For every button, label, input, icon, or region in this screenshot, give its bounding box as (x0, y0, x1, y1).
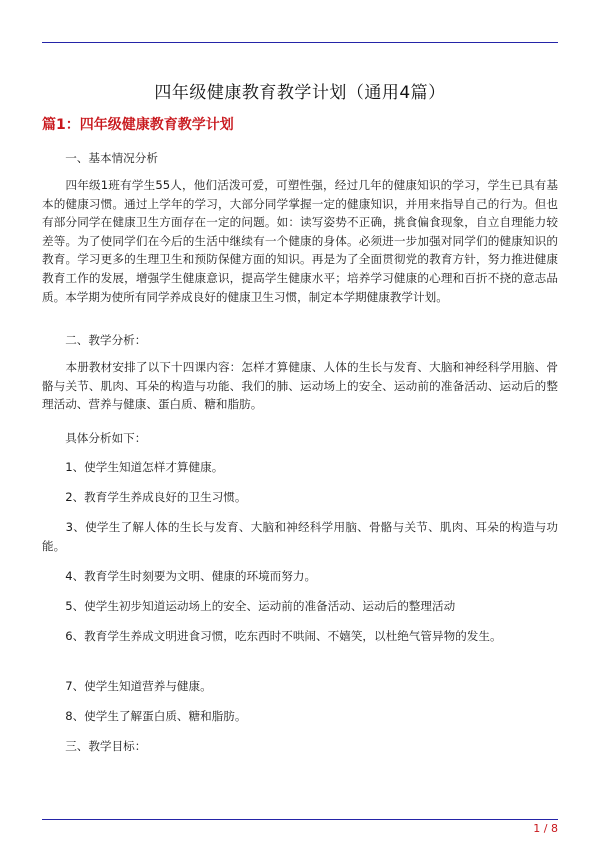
list-item-8: 8、使学生了解蛋白质、糖和脂肪。 (42, 709, 247, 723)
list-item-3: 3、使学生了解人体的生长与发育、大脑和神经科学用脑、骨骼与关节、肌肉、耳朵的构造与功能。 (42, 520, 558, 553)
paragraph-textbook-content: 本册教材安排了以下十四课内容：怎样才算健康、人体的生长与发育、大脑和神经科学用脑、骨骼与关节、肌肉、耳朵的构造与功能、我们的肺、运动场上的安全、运动前的准备活动、运动后的整理活动、营养与健康、蛋白质、糖和脂肪。 (42, 360, 558, 412)
header-rule (42, 42, 558, 43)
list-item-6: 6、教育学生养成文明进食习惯，吃东西时不哄闹、不嬉笑，以杜绝气管异物的发生。 (42, 629, 502, 643)
footer-rule (42, 819, 558, 820)
page-indicator: 1 / 8 (533, 822, 558, 835)
paragraph-heading-3: 三、教学目标： (42, 739, 147, 753)
paragraph-heading-2: 二、教学分析： (42, 333, 147, 347)
paragraph-basic-analysis: 四年级1班有学生55人，他们活泼可爱，可塑性强，经过几年的健康知识的学习，学生已具有基本的健康习惯。通过上学年的学习，大部分同学掌握一定的健康知识，并用来指导自己的行为。但也有部分同学在健康卫生方面存在一定的问题。如：读写姿势不正确，挑食偏食现象，自立自理能力较差等。为了使同学们在今后的生活中继续有一个健康的身体。必须进一步加强对同学们的健康知识的教育。学习更多的生理卫生和预防保健方面的知识。再是为了全面贯彻党的教育方针，努力推进健康教育工作的发展，增强学生健康意识，提高学生健康水平；培养学习健康的心理和百折不挠的意志品质。本学期为使所有同学养成良好的健康卫生习惯，制定本学期健康教学计划。 (42, 178, 558, 304)
list-item-1: 1、使学生知道怎样才算健康。 (42, 460, 224, 474)
section-title: 篇1：四年级健康教育教学计划 (42, 117, 234, 133)
paragraph-detail-intro: 具体分析如下： (42, 431, 147, 445)
list-item-2: 2、教育学生养成良好的卫生习惯。 (42, 490, 247, 504)
list-item-7: 7、使学生知道营养与健康。 (42, 679, 212, 693)
list-item-4: 4、教育学生时刻要为文明、健康的环境而努力。 (42, 569, 317, 583)
list-item-5: 5、使学生初步知道运动场上的安全、运动前的准备活动、运动后的整理活动 (42, 599, 456, 613)
paragraph-heading-1: 一、基本情况分析 (42, 151, 158, 165)
document-title: 四年级健康教育教学计划（通用4篇） (154, 83, 446, 103)
